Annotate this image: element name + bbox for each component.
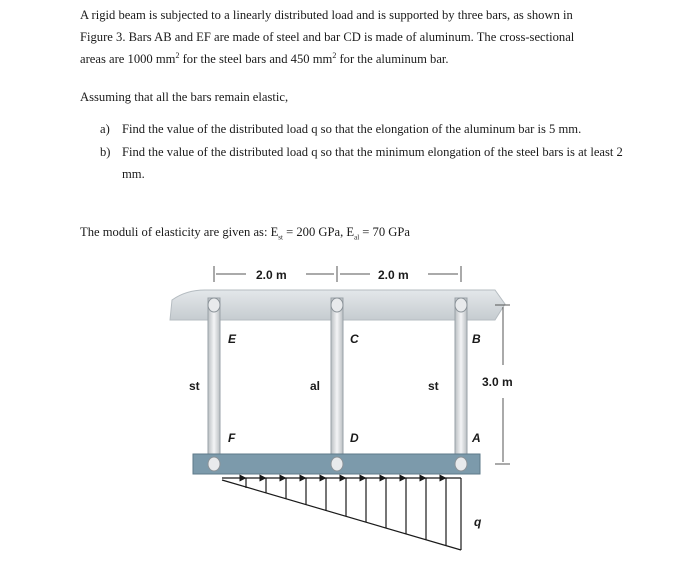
bar-ef-rod [208,298,220,464]
beam-pin-a [455,457,467,471]
span-left-label: 2.0 m [256,268,287,282]
moduli-text: The moduli of elasticity are given as: $E_{st} = 200$ GPa, $E_{al} = 70$ GPa [80,225,410,242]
label-a: A [472,431,481,445]
label-b: B [472,332,481,346]
pin-e [208,298,220,312]
bar-cd [331,298,343,468]
pin-b [455,298,467,312]
height-label: 3.0 m [482,375,513,389]
label-d: D [350,431,359,445]
part-text: Find the value of the distributed load q so that the minimum elongation of the steel bars is at least 2 mm. [122,145,623,181]
assumption-text: Assuming that all the bars remain elastic, [80,90,289,104]
beam-pin-d [331,457,343,471]
bar-ef [208,298,220,468]
label-st-right: st [428,379,439,393]
span-dimension [214,266,461,282]
part-label: b) [100,145,111,159]
bar-ab-rod [455,298,467,464]
intro-line-2: Figure 3. Bars AB and EF are made of steel and bar CD is made of aluminum. The cross-sectional [80,30,575,44]
label-f: F [228,431,236,445]
load-hypotenuse [222,480,461,550]
label-c: C [350,332,359,346]
label-e: E [228,332,237,346]
label-al: al [310,379,321,393]
span-right-label: 2.0 m [378,268,409,282]
intro-line-1: A rigid beam is subjected to a linearly distributed load and is supported by three bars, as shown in [80,8,573,22]
label-q: q [474,515,482,529]
bar-ab [455,298,467,468]
distributed-load [222,478,461,550]
part-text: Find the value of the distributed load q so that the elongation of the aluminum bar is 5 mm. [122,122,582,136]
pin-c [331,298,343,312]
bar-cd-rod [331,298,343,464]
height-dimension [482,305,513,464]
beam-pin-f [208,457,220,471]
part-label: a) [100,122,110,136]
intro-line-3: areas are 1000 $mm^2$ for the steel bars and 450 $mm^2$ for the aluminum bar. [80,50,449,66]
label-st-left: st [189,379,200,393]
